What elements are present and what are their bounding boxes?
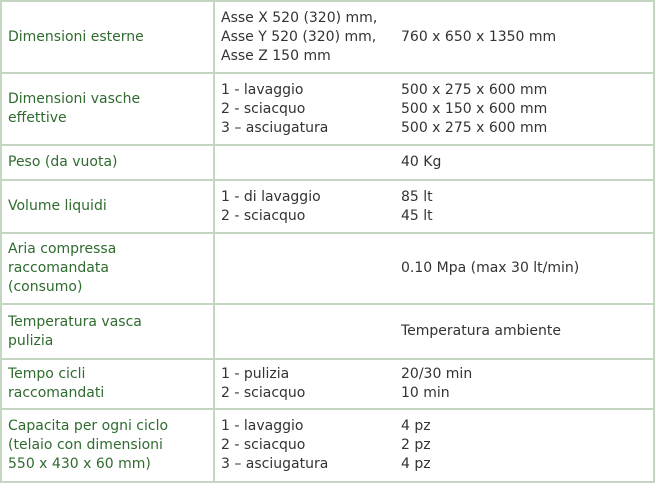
row-detail — [214, 304, 395, 359]
row-detail: 1 - lavaggio 2 - sciacquo 3 – asciugatura — [214, 409, 395, 482]
row-value: 760 x 650 x 1350 mm — [395, 1, 654, 73]
row-value: 40 Kg — [395, 145, 654, 180]
table-row — [1, 180, 654, 233]
row-value: 4 pz 2 pz 4 pz — [395, 409, 654, 482]
table-row — [1, 145, 654, 180]
row-label: Peso (da vuota) — [1, 145, 214, 180]
row-value: 0.10 Mpa (max 30 lt/min) — [395, 233, 654, 304]
table-row — [1, 233, 654, 304]
table-row — [1, 409, 654, 482]
row-value: Temperatura ambiente — [395, 304, 654, 359]
row-detail: 1 - di lavaggio 2 - sciacquo — [214, 180, 395, 233]
row-label: Dimensioni vasche effettive — [1, 73, 214, 145]
table-row — [1, 304, 654, 359]
row-label: Dimensioni esterne — [1, 1, 214, 73]
row-value: 500 x 275 x 600 mm 500 x 150 x 600 mm 500 x 275 x 600 mm — [395, 73, 654, 145]
row-label: Tempo cicli raccomandati — [1, 359, 214, 409]
row-detail: 1 - lavaggio 2 - sciacquo 3 – asciugatura — [214, 73, 395, 145]
row-label: Aria compressa raccomandata (consumo) — [1, 233, 214, 304]
table-row — [1, 73, 654, 145]
row-label: Capacita per ogni ciclo (telaio con dimensioni 550 x 430 x 60 mm) — [1, 409, 214, 482]
row-label: Temperatura vasca pulizia — [1, 304, 214, 359]
row-detail — [214, 145, 395, 180]
row-detail: 1 - pulizia 2 - sciacquo — [214, 359, 395, 409]
table-row — [1, 1, 654, 73]
table-row — [1, 359, 654, 409]
row-detail: Asse X 520 (320) mm, Asse Y 520 (320) mm, Asse Z 150 mm — [214, 1, 395, 73]
row-label: Volume liquidi — [1, 180, 214, 233]
spec-table-body — [1, 1, 654, 482]
row-value: 20/30 min 10 min — [395, 359, 654, 409]
row-value: 85 lt 45 lt — [395, 180, 654, 233]
row-detail — [214, 233, 395, 304]
